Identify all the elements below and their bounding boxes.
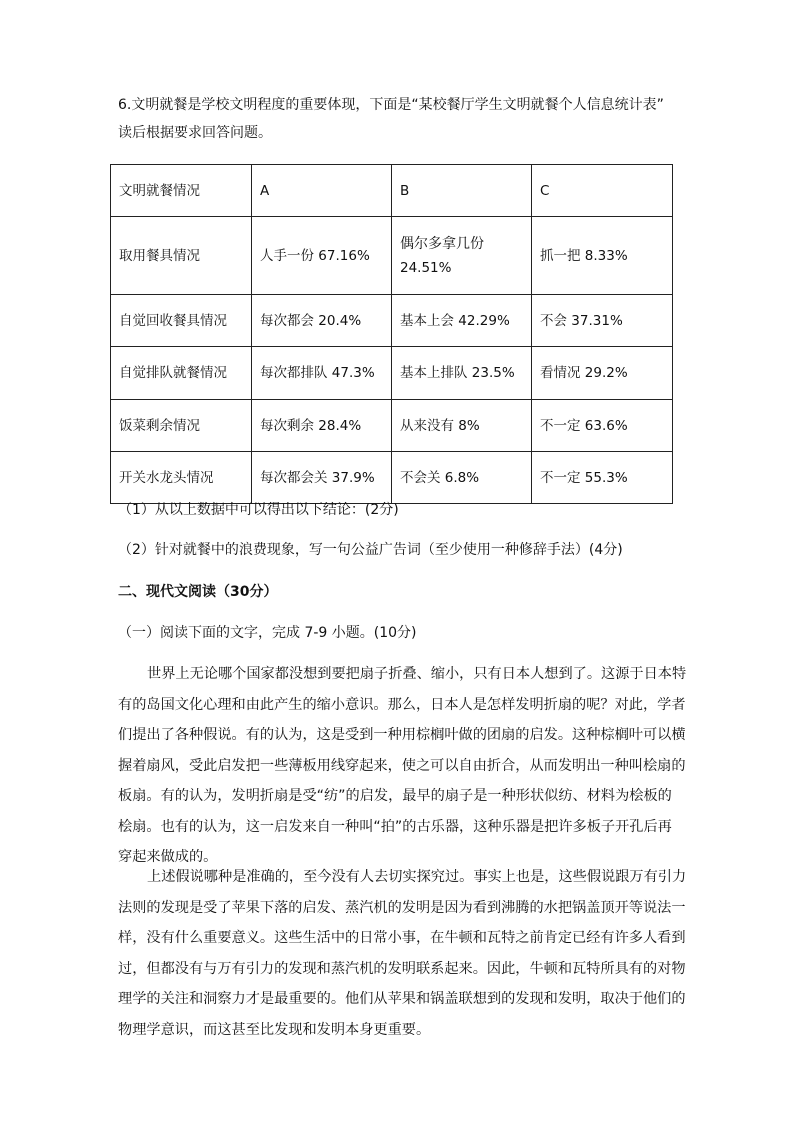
- table-cell: 人手一份 67.16%: [252, 217, 392, 295]
- table-cell: 自觉回收餐具情况: [111, 295, 252, 347]
- table-cell: [392, 217, 532, 295]
- reading-paragraph-1: [118, 659, 687, 873]
- table-cell: 每次剩余 28.4%: [252, 400, 392, 452]
- table-row: [111, 347, 673, 400]
- table-row: [111, 295, 673, 347]
- table-cell-line: 偶尔多拿几份: [400, 235, 484, 252]
- table-cell: 每次都排队 47.3%: [252, 347, 392, 400]
- paragraph-line: 物理学意识，而这甚至比发现和发明本身更重要。: [118, 1021, 431, 1038]
- table-header-cell: 文明就餐情况: [111, 165, 252, 217]
- table-cell: 基本上排队 23.5%: [392, 347, 532, 400]
- dining-statistics-table: [110, 164, 673, 504]
- paragraph-line: 理学的关注和洞察力才是最重要的。他们从苹果和锅盖联想到的发现和发明，取决于他们的: [118, 991, 686, 1007]
- paragraph-line: 穿起来做成的。: [118, 849, 218, 865]
- table-cell: 不会关 6.8%: [392, 452, 532, 504]
- table-cell: 从来没有 8%: [392, 400, 532, 452]
- sub-question-1: （1）从以上数据中可以得出以下结论：(2分): [118, 502, 399, 518]
- table-cell-line: 24.51%: [400, 259, 452, 276]
- table-header-cell: C: [532, 165, 673, 217]
- table-cell: 基本上会 42.29%: [392, 295, 532, 347]
- paragraph-line: 过，但都没有与万有引力的发现和蒸汽机的发明联系起来。因此，牛顿和瓦特所具有的对物: [118, 960, 686, 977]
- table-row: [111, 400, 673, 452]
- table-header-row: [111, 165, 673, 217]
- paragraph-line: 握着扇风，受此启发把一些薄板用线穿起来，使之可以自由折合，从而发明出一种叫桧扇的: [118, 757, 686, 774]
- table-cell: 每次都会关 37.9%: [252, 452, 392, 504]
- sub-question-2: （2）针对就餐中的浪费现象，写一句公益广告词（至少使用一种修辞手法）(4分): [118, 542, 623, 558]
- table-cell: 每次都会 20.4%: [252, 295, 392, 347]
- table-cell: 饭菜剩余情况: [111, 400, 252, 452]
- table-header-cell: A: [252, 165, 392, 217]
- table-cell: 取用餐具情况: [111, 217, 252, 295]
- table-row: [111, 217, 673, 295]
- table-cell: 看情况 29.2%: [532, 347, 673, 400]
- paragraph-line: 板扇。有的认为，发明折扇是受“纺”的启发，最早的扇子是一种形状似纺、材料为桧板的: [118, 788, 672, 804]
- table-cell: 不一定 55.3%: [532, 452, 673, 504]
- table-cell: 不一定 63.6%: [532, 400, 673, 452]
- paragraph-line: 有的岛国文化心理和由此产生的缩小意识。那么，日本人是怎样发明折扇的呢？对此，学者: [118, 696, 686, 713]
- paragraph-line: 桧扇。也有的认为，这一启发来自一种叫“拍”的古乐器，这种乐器是把许多板子开孔后再: [118, 818, 672, 835]
- table-row: [111, 452, 673, 504]
- paragraph-line: 世界上无论哪个国家都没想到要把扇子折叠、缩小，只有日本人想到了。这源于日本特: [147, 666, 687, 682]
- table-cell: 抓一把 8.33%: [532, 217, 673, 295]
- reading-paragraph-2: [118, 862, 687, 1045]
- table-cell: 开关水龙头情况: [111, 452, 252, 504]
- paragraph-line: 样，没有什么重要意义。这些生活中的日常小事，在牛顿和瓦特之前肯定已经有许多人看到: [118, 930, 686, 946]
- table-cell: 自觉排队就餐情况: [111, 347, 252, 400]
- question-6-intro-line-1: 6.文明就餐是学校文明程度的重要体现，下面是“某校餐厅学生文明就餐个人信息统计表”: [118, 97, 664, 113]
- paragraph-line: 们提出了各种假说。有的认为，这是受到一种用棕榈叶做的团扇的启发。这种棕榈叶可以横: [118, 727, 686, 743]
- paragraph-line: 法则的发现是受了苹果下落的启发、蒸汽机的发明是因为看到沸腾的水把锅盖顶开等说法一: [118, 899, 686, 916]
- question-6-intro-line-2: 读后根据要求回答问题。: [118, 125, 272, 141]
- table-cell: 不会 37.31%: [532, 295, 673, 347]
- table-header-cell: B: [392, 165, 532, 217]
- section-2-heading: 二、现代文阅读（30分）: [118, 584, 278, 600]
- paragraph-line: 上述假说哪种是准确的，至今没有人去切实探究过。事实上也是，这些假说跟万有引力: [147, 869, 687, 885]
- sub-section-1-instruction: （一）阅读下面的文字，完成 7-9 小题。(10分): [118, 625, 417, 641]
